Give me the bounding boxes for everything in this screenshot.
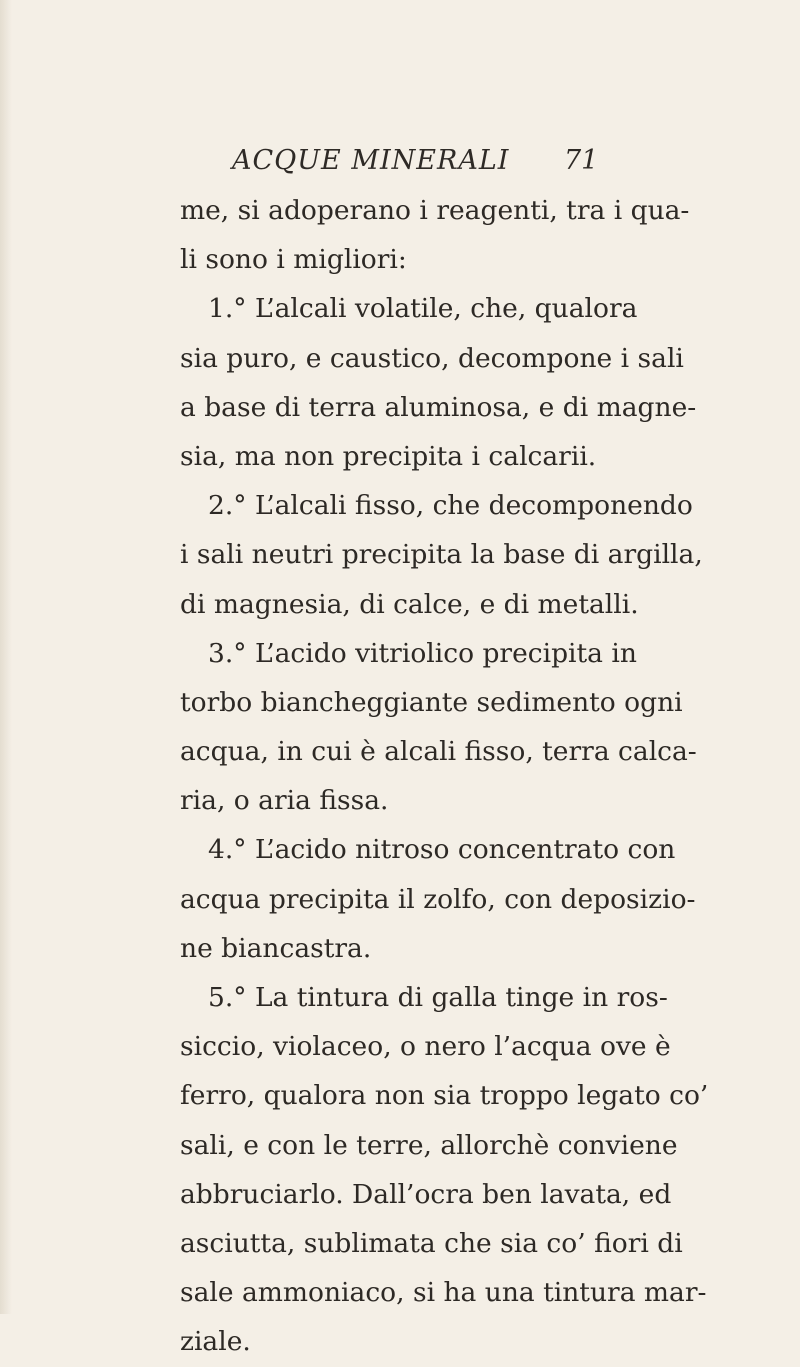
text-line: torbo biancheggiante sedimento ogni — [180, 686, 683, 718]
text-line: 5.° La tintura di galla tinge in ros- — [208, 982, 668, 1013]
text-line: asciutta, sublimata che sia co’ fiori di — [180, 1227, 683, 1259]
text-line: 4.° L’acido nitroso concentrato con — [208, 834, 676, 866]
text-line: abbruciarlo. Dall’ocra ben lavata, ed — [180, 1178, 672, 1210]
text-line: sia puro, e caustico, decompone i sali — [180, 342, 684, 374]
text-line: me, si adoperano i reagenti, tra i qua- — [180, 195, 690, 226]
body-text — [180, 186, 709, 1367]
text-line: ferro, qualora non sia troppo legato co’ — [180, 1080, 709, 1112]
text-line: sia, ma non precipita i calcarii. — [180, 440, 597, 472]
page-header — [232, 145, 632, 185]
text-line: sali, e con le terre, allorchè conviene — [180, 1129, 678, 1161]
text-line: 3.° L’acido vitriolico precipita in — [208, 637, 637, 669]
page-number: 71 — [564, 145, 599, 176]
text-line: a base di terra aluminosa, e di magne- — [180, 391, 697, 423]
page-edge — [0, 0, 12, 1314]
text-line: di magnesia, di calce, e di metalli. — [180, 588, 639, 620]
text-line: 2.° L’alcali fisso, che decomponendo — [208, 490, 693, 522]
text-line: li sono i migliori: — [180, 244, 407, 276]
text-line: sale ammoniaco, si ha una tintura mar- — [180, 1277, 707, 1309]
text-line: ria, o aria fissa. — [180, 785, 389, 817]
text-line: 1.° L’alcali volatile, che, qualora — [208, 293, 638, 325]
text-line: ne biancastra. — [180, 932, 372, 964]
text-line: ziale. — [180, 1326, 251, 1358]
text-line: acqua precipita il zolfo, con deposizio- — [180, 883, 696, 915]
text-line: acqua, in cui è alcali fisso, terra calca- — [180, 736, 697, 768]
running-title: ACQUE MINERALI — [232, 145, 510, 176]
text-line: siccio, violaceo, o nero l’acqua ove è — [180, 1031, 671, 1063]
text-line: i sali neutri precipita la base di argilla, — [180, 539, 703, 571]
